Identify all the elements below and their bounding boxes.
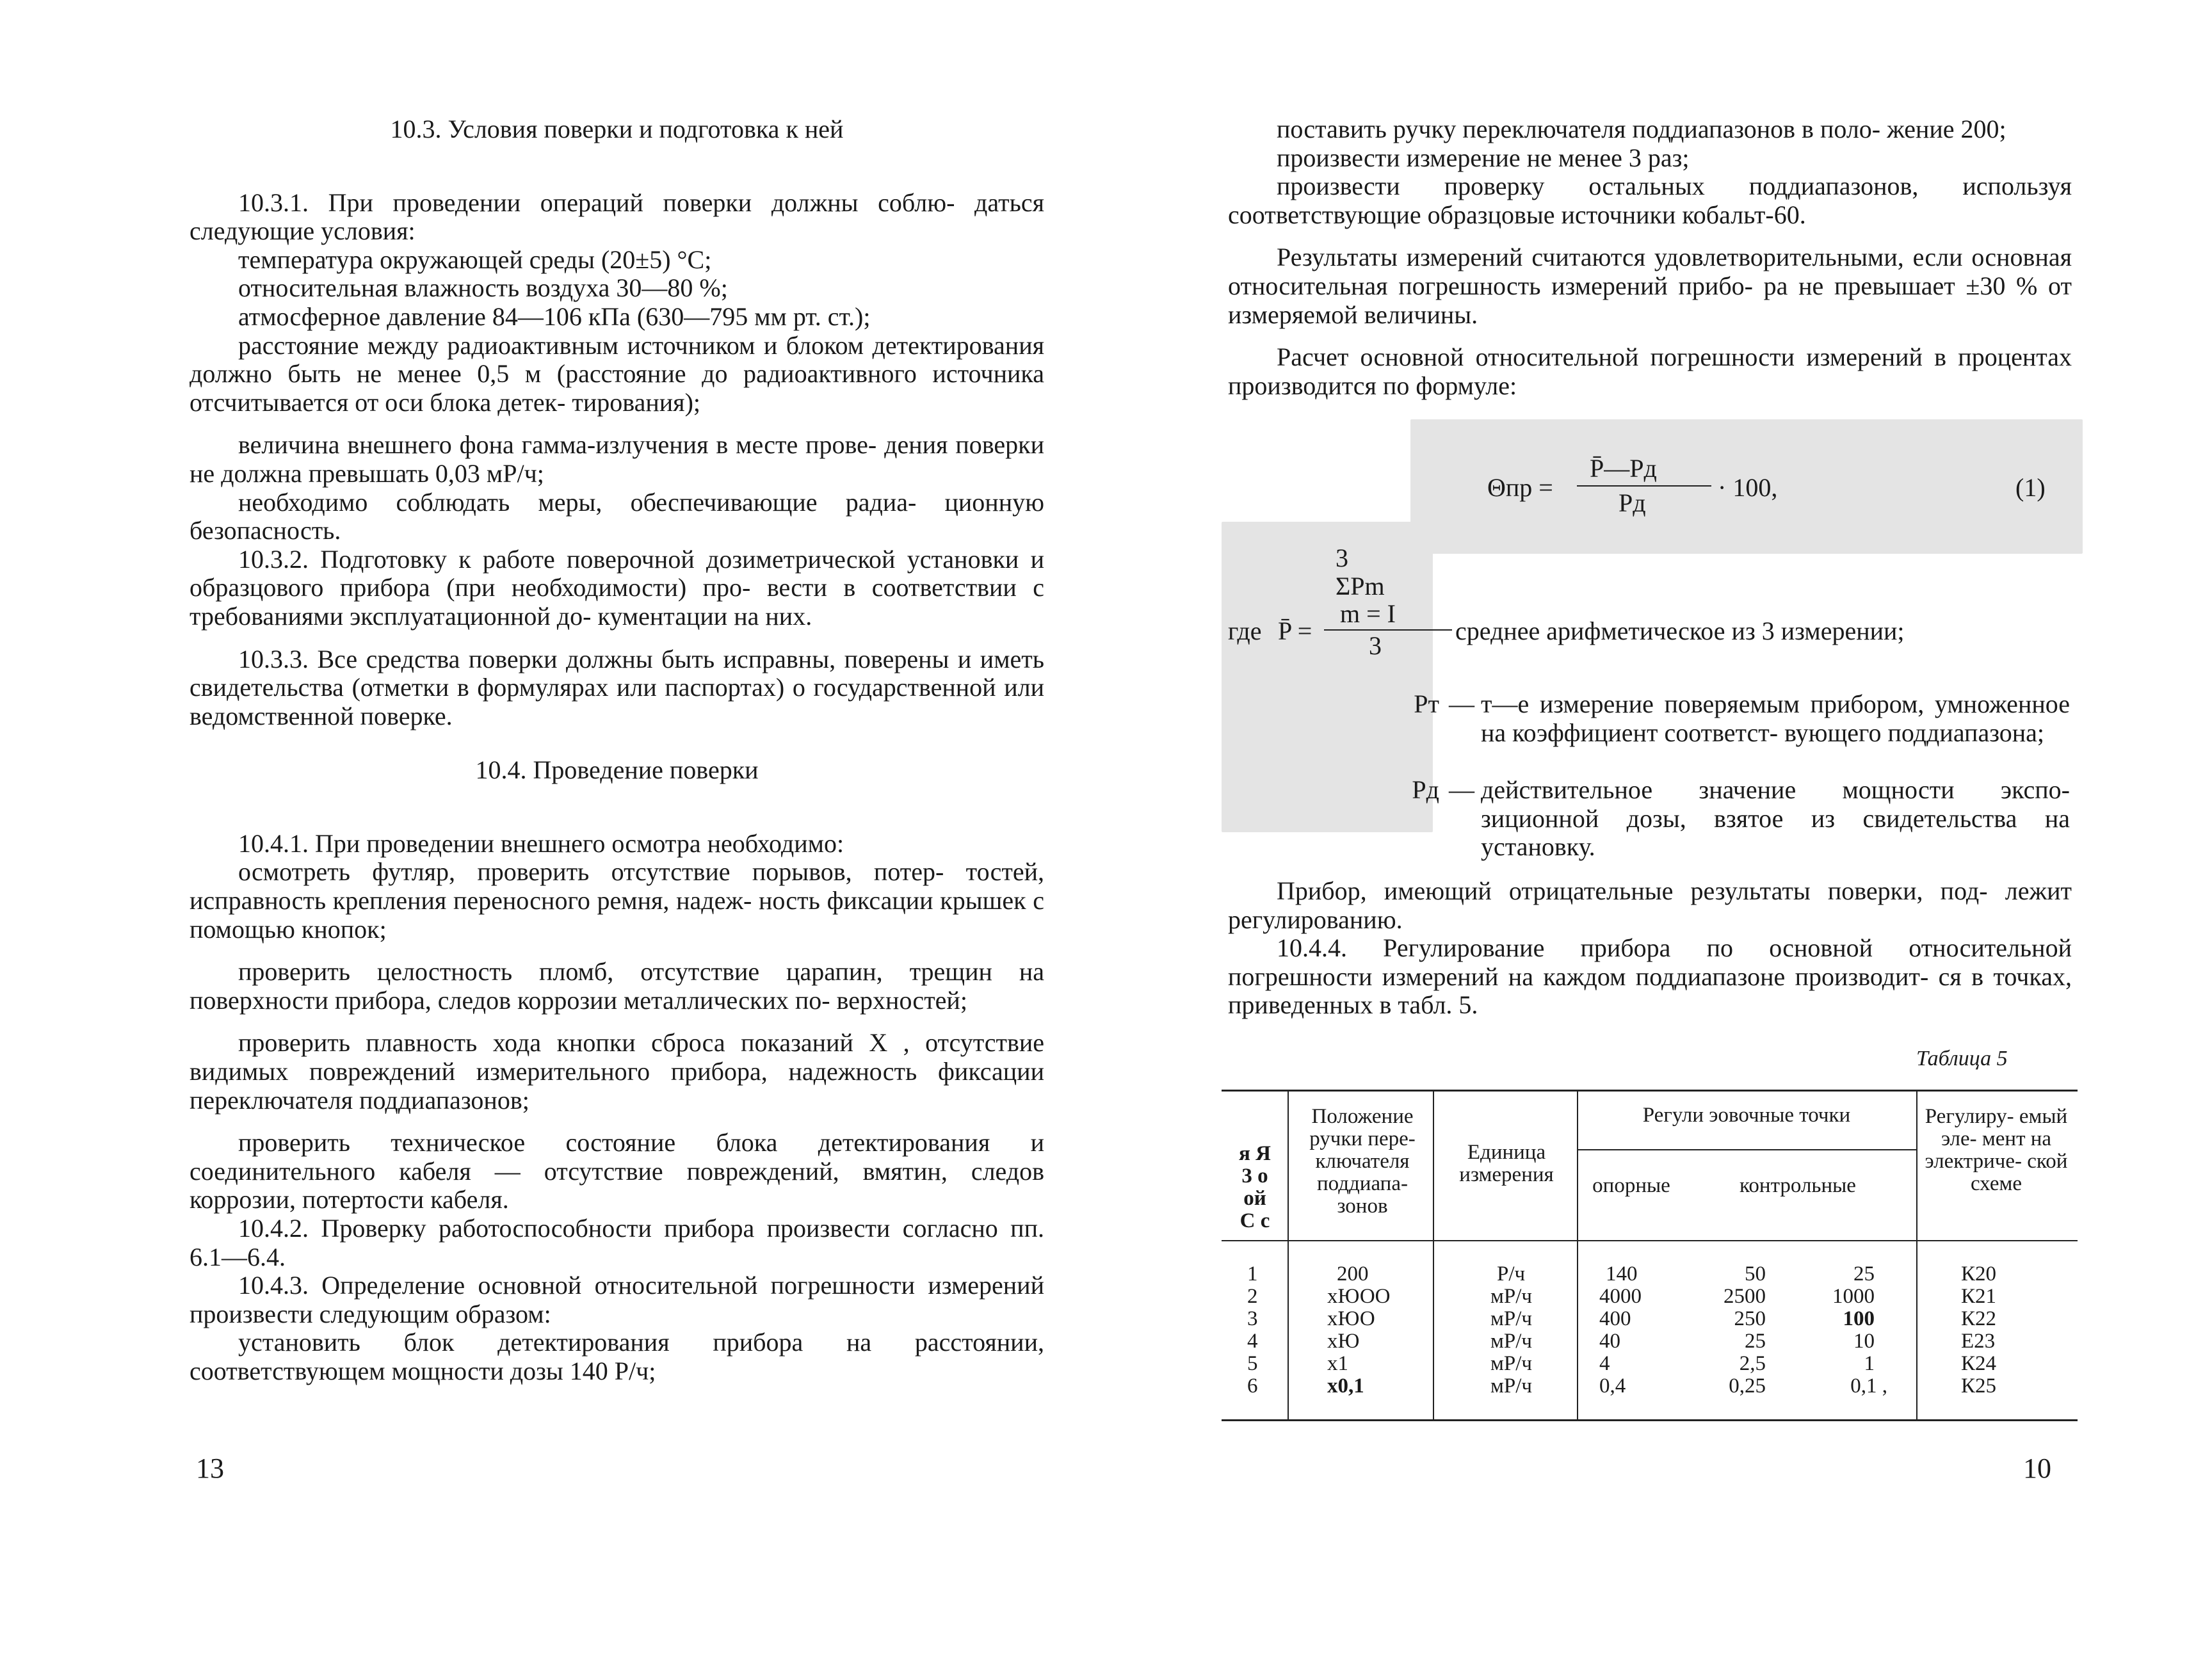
table-cell: хЮО (1327, 1307, 1375, 1330)
table-cell: х0,1 (1327, 1374, 1364, 1398)
paragraph: расстояние между радиоактивным источником и блоком детектирования должно быть не менее 0,5 м (расстояние до радиоактивного источника отсчитывается от оси блока детек- тирования); (190, 330, 1044, 417)
formula-numerator: P̄—Pд (1590, 454, 1657, 483)
left-text-column (190, 115, 1044, 1386)
table-column-divider (1288, 1092, 1289, 1419)
paragraph: установить блок детектирования прибора на расстоянии, соответствующем мощности дозы 140 Р/ч; (190, 1328, 1044, 1385)
page-number: 13 (196, 1453, 224, 1484)
mean-lhs: P̄ = (1278, 616, 1312, 645)
table-cell: 3 (1247, 1307, 1258, 1330)
table-column-divider (1577, 1092, 1578, 1419)
table-cell: 4 (1599, 1352, 1610, 1375)
paragraph: поставить ручку переключателя поддиапазонов в поло- жение 200; (1277, 115, 2006, 143)
table-cell: мР/ч (1490, 1330, 1533, 1353)
paragraph: 10.3.3. Все средства поверки должны быть исправны, поверены и иметь свидетельства (отметки в формулярах или паспортах) о государственной или ведомственной поверке. (190, 644, 1044, 730)
table-group-divider (1578, 1149, 1916, 1150)
table-caption: Таблица 5 (1916, 1047, 2008, 1070)
table-cell: хЮ (1327, 1330, 1360, 1353)
table-cell: 1 (1864, 1352, 1875, 1375)
fraction-bar (1577, 485, 1711, 487)
table-header-switch-position: Положение ручки пере- ключателя поддиапа- зонов (1309, 1105, 1416, 1218)
sum-lower-limit: m = I (1340, 599, 1396, 628)
table-cell: 4 (1247, 1330, 1258, 1353)
table-cell: 200 (1337, 1262, 1369, 1285)
table-cell: 4000 (1599, 1285, 1642, 1308)
paragraph: 10.4.2. Проверку работоспособности прибора произвести согласно пп. 6.1—6.4. (190, 1214, 1044, 1271)
table-cell: 2 (1247, 1285, 1258, 1308)
definition-symbol: Pт (1414, 689, 1439, 718)
paragraph: осмотреть футляр, проверить отсутствие порывов, потер- тостей, исправность крепления переносного ремня, надеж- ность фиксации крышек с помощью кнопок; (190, 857, 1044, 944)
table-cell: 0,25 (1729, 1374, 1766, 1398)
table-cell: мР/ч (1490, 1285, 1533, 1308)
table-cell: 0,1 , (1850, 1374, 1887, 1398)
section-heading-10-4: 10.4. Проведение поверки (475, 755, 759, 785)
table-cell: мР/ч (1490, 1374, 1533, 1398)
table-cell: 50 (1745, 1262, 1766, 1285)
mean-description: среднее арифметическое из 3 измерении; (1455, 616, 1905, 645)
table-cell: К25 (1961, 1374, 1997, 1398)
paragraph: 10.4.4. Регулирование прибора по основной относительной погрешности измерений на каждом поддиапазоне производит- ся в точках, приведенных в табл. 5. (1228, 933, 2072, 1020)
table-header-calibration-points: Регули эовочные точки (1642, 1104, 1851, 1127)
paragraph: Результаты измерений считаются удовлетворительными, если основная относительная погрешность измерений прибо- ра не превышает ±30 % от измеряемой величины. (1228, 243, 2072, 329)
table-column-divider (1916, 1092, 1917, 1419)
definition-text: действительное значение мощности экспо- зиционной дозы, взятое из свидетельства на установку. (1481, 775, 2070, 862)
table-cell: 250 (1734, 1307, 1766, 1330)
table-header-control: контрольные (1740, 1174, 1856, 1197)
table-cell: 2500 (1724, 1285, 1766, 1308)
table-header-element: Регулиру- емый эле- мент на электриче- ской схеме (1925, 1105, 2068, 1195)
right-text-column-top (1228, 115, 2072, 423)
table-column-divider (1433, 1092, 1434, 1419)
table-cell: 1 (1247, 1262, 1258, 1285)
table-cell: 140 (1606, 1262, 1638, 1285)
paragraph: 10.3.2. Подготовку к работе поверочной дозиметрической установки и образцового прибора (при необходимости) про- вести в соответствии с требованиями эксплуатационной до- кументации на них. (190, 544, 1044, 631)
right-text-column-bottom (1228, 877, 2072, 1020)
formula-lhs: Θпр = (1487, 473, 1553, 502)
table-header-divider (1222, 1240, 2078, 1241)
table-cell: 25 (1745, 1330, 1766, 1353)
table-cell: 25 (1853, 1262, 1875, 1285)
formula-denominator: Pд (1619, 488, 1646, 517)
table-cell: 0,4 (1599, 1374, 1626, 1398)
paragraph: 10.3.1. При проведении операций поверки должны соблю- даться следующие условия: (190, 188, 1044, 246)
table-cell: хЮОО (1327, 1285, 1391, 1308)
paragraph: Расчет основной относительной погрешности измерений в процентах производится по формуле: (1228, 342, 2072, 400)
table-cell: К20 (1961, 1262, 1997, 1285)
table-cell: 2,5 (1739, 1352, 1766, 1375)
table-header-unit: Единица измерения (1459, 1141, 1554, 1186)
sum-symbol: ΣPm (1336, 572, 1385, 600)
paragraph: проверить целостность пломб, отсутствие царапин, трещин на поверхности прибора, следов коррозии металлических по- верхностей; (190, 957, 1044, 1015)
where-label: где (1228, 616, 1262, 645)
table-cell: мР/ч (1490, 1352, 1533, 1375)
paragraph: проверить техническое состояние блока детектирования и соединительного кабеля — отсутствие повреждений, вмятин, следов коррозии, потертости кабеля. (190, 1128, 1044, 1214)
paragraph: проверить плавность хода кнопки сброса показаний Х , отсутствие видимых повреждений измерительного прибора, надежность фиксации переключателя поддиапазонов; (190, 1028, 1044, 1115)
table-cell: х1 (1327, 1352, 1348, 1375)
table-cell: К21 (1961, 1285, 1997, 1308)
table-cell: 40 (1599, 1330, 1620, 1353)
page-number: 10 (2023, 1453, 2051, 1484)
paragraph: Прибор, имеющий отрицательные результаты поверки, под- лежит регулированию. (1228, 876, 2072, 934)
table-cell: 100 (1843, 1307, 1875, 1330)
table-cell: Р/ч (1497, 1262, 1526, 1285)
definition-dash: — (1449, 689, 1474, 718)
table-cell: Е23 (1961, 1330, 1996, 1353)
paragraph: относительная влажность воздуха 30—80 %; (238, 273, 728, 303)
right-page (1106, 0, 2212, 1660)
table-cell: 10 (1853, 1330, 1875, 1353)
table-header-number: я Я 3 о ой С с (1239, 1142, 1271, 1232)
sum-upper-limit: 3 (1336, 544, 1348, 572)
table-cell: К24 (1961, 1352, 1997, 1375)
table-cell: 6 (1247, 1374, 1258, 1398)
paragraph: необходимо соблюдать меры, обеспечивающие радиа- ционную безопасность. (190, 487, 1044, 545)
paragraph: произвести измерение не менее 3 раз; (1277, 143, 1690, 172)
table-cell: 1000 (1832, 1285, 1875, 1308)
table-cell: К22 (1961, 1307, 1997, 1330)
calibration-table (1222, 1090, 2078, 1421)
section-heading-10-3: 10.3. Условия поверки и подготовка к ней (390, 115, 844, 143)
table-cell: 5 (1247, 1352, 1258, 1375)
fraction-bar (1324, 629, 1452, 631)
formula-number: (1) (2015, 473, 2046, 502)
definition-symbol: Pд (1412, 775, 1439, 804)
table-cell: мР/ч (1490, 1307, 1533, 1330)
definition-dash: — (1449, 775, 1474, 804)
table-header-reference: опорные (1592, 1174, 1670, 1197)
table-cell: 400 (1599, 1307, 1631, 1330)
paragraph: 10.4.3. Определение основной относительной погрешности измерений произвести следующим образом: (190, 1271, 1044, 1328)
paragraph: 10.4.1. При проведении внешнего осмотра необходимо: (238, 828, 844, 858)
paragraph: атмосферное давление 84—106 кПа (630—795 мм рт. ст.); (238, 302, 871, 331)
definition-text: т—е измерение поверяемым прибором, умноженное на коэффициент соответст- вующего поддиапазона; (1481, 689, 2070, 747)
paragraph: величина внешнего фона гамма-излучения в месте прове- дения поверки не должна превышать 0,03 мР/ч; (190, 430, 1044, 488)
paragraph: произвести проверку остальных поддиапазонов, используя соответствующие образцовые источники кобальт-60. (1228, 172, 2072, 229)
formula-tail: · 100, (1718, 473, 1778, 502)
sum-denominator: 3 (1369, 631, 1382, 660)
paragraph: температура окружающей среды (20±5) °С; (238, 245, 712, 274)
